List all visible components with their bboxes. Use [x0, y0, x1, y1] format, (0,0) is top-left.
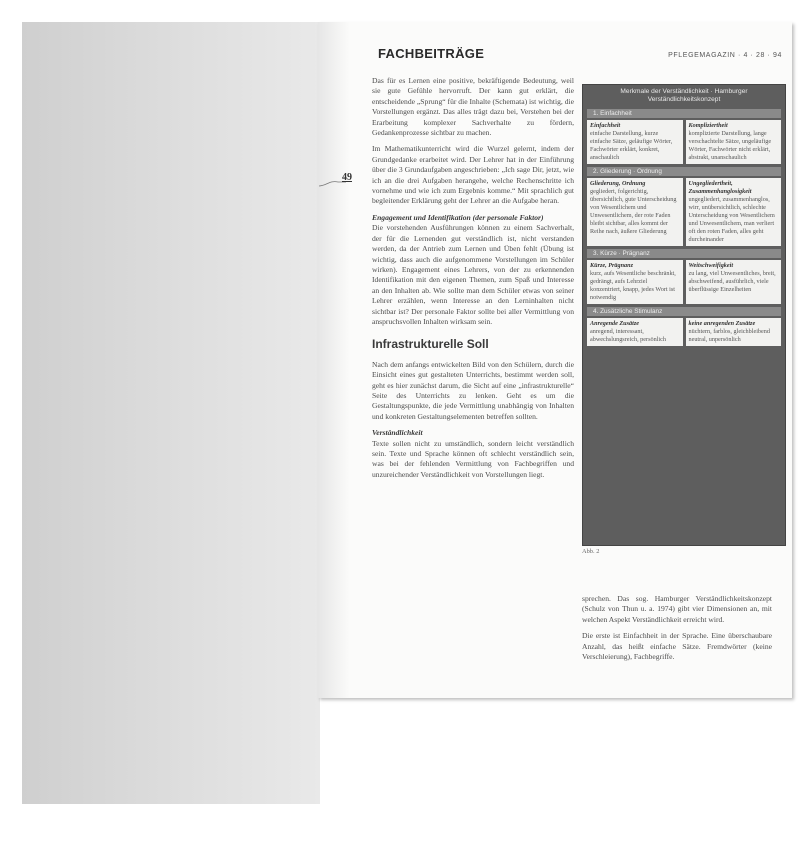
cell-text: ungegliedert, zusammenhanglos, wirr, unübersichtlich, schlechte Unterscheidung von Wesentlichem und Unwesentlichem, man verliert oft den roten Faden, alles geht durcheinander — [688, 196, 775, 243]
paragraph: Die vorstehenden Ausführungen können zu einem Sachverhalt, der für die Lernenden gut verständlich ist, nicht verstanden werden, da der Antrieb zum Lernen und Üben fehlt (Übung ist wichtig, dass auch die aufgenommene Vorstellungen im Schüler wirken). Engagement eines Lehrers, von der zu erkennenden Identifikation mit den eigenen Themen, zum Spaß und Interesse an den Inhalten ab. Wie sollte man dem Schüler etwas von seiner Lehrer erzählen, wenn Interesse an den Lerninhalten nicht sichtbar ist? Der personale Faktor sollte bei aller Vermittlung von anspruchsvollen Inhalten wirksam sein. — [372, 223, 574, 326]
table-cell — [686, 178, 782, 246]
table-row — [587, 178, 781, 246]
cell-text: kurz, aufs Wesentliche beschränkt, gedrängt, aufs Lehrziel konzentriert, knapp, jedes Wort ist notwendig — [590, 270, 676, 301]
paragraph: Texte sollen nicht zu umständlich, sondern leicht verständlich sein. Texte und Sprache können oft schlecht verständlich sein, was bei der fehlenden Vermittlung von Fachbegriffen und unzureichender Verständlichkeit von Vorstellungen liegt. — [372, 438, 574, 479]
cell-heading: Anregende Zusätze — [590, 320, 639, 327]
cell-text: nüchtern, farblos, gleichbleibend neutral, unpersönlich — [688, 328, 770, 343]
table-section-label: 4. Zusätzliche Stimulanz — [587, 307, 781, 316]
margin-number: 49 — [342, 172, 352, 183]
cell-text: einfache Darstellung, kurze einfache Sätze, geläufige Wörter, Fachwörter erklärt, konkret, anschaulich — [590, 130, 673, 161]
right-column — [582, 594, 772, 668]
subheading: Engagement und Identifikation (der personale Faktor) — [372, 212, 544, 222]
table-row — [587, 260, 781, 304]
table-cell — [587, 120, 683, 164]
table-cell — [686, 318, 782, 346]
cell-heading: Einfachheit — [590, 122, 621, 129]
page-fold — [318, 22, 350, 698]
table-row — [587, 120, 781, 164]
cell-heading: Kompliziertheit — [688, 122, 728, 129]
running-header: PFLEGEMAGAZIN · 4 · 28 · 94 — [668, 52, 782, 59]
paragraph: Die erste ist Einfachheit in der Sprache. Eine überschaubare Anzahl, das heißt einfache Sätze. Fremdwörter (keine Verschleierung), Fachbegriffe. — [582, 631, 772, 662]
cell-heading: Gliederung, Ordnung — [590, 180, 646, 187]
figure-caption: Abb. 2 — [582, 548, 600, 555]
paragraph: Nach dem anfangs entwickelten Bild von den Schülern, durch die Einsicht eines gut gestalteten Unterrichts, bestimmt werden soll, geht es hier zunächst darum, die Sicht auf eine „infrastrukturelle“ Seite des Unterrichts zu lenken. Geht es um die Gestaltungspunkte, die jede Vermittlung unabhängig von Inhalten und konkreten Gestaltungselementen betreffen sollten. — [372, 359, 574, 421]
cell-text: komplizierte Darstellung, lange verschachtelte Sätze, ungeläufige Wörter, Fachwörter nicht erklärt, abstrakt, unanschaulich — [688, 130, 772, 161]
table-row — [587, 318, 781, 346]
table-section-label: 2. Gliederung · Ordnung — [587, 167, 781, 176]
cell-heading: Weitschweifigkeit — [688, 262, 734, 269]
cell-text: anregend, interessant, abwechslungsreich, persönlich — [590, 328, 666, 343]
table-section-label: 1. Einfachheit — [587, 109, 781, 118]
section-heading: Infrastrukturelle Soll — [372, 337, 489, 352]
comprehensibility-table — [582, 84, 786, 546]
paragraph: sprechen. Das sog. Hamburger Verständlichkeitskonzept (Schulz von Thun u. a. 1974) gibt vier Dimensionen an, mit welchen Aspekt Verständlichkeit erreicht wird. — [582, 594, 772, 624]
left-page-shadow — [22, 22, 320, 804]
magazine-page — [318, 22, 792, 698]
subheading: Verständlichkeit — [372, 428, 423, 438]
cell-heading: Kürze, Prägnanz — [590, 262, 633, 269]
table-cell — [587, 178, 683, 246]
left-column — [372, 76, 574, 486]
section-title: FACHBEITRÄGE — [378, 46, 485, 61]
cell-text: zu lang, viel Unwesentliches, breit, abschweifend, ausführlich, viele überflüssige Einzelheiten — [688, 270, 776, 293]
table-cell — [587, 318, 683, 346]
table-title: Merkmale der Verständlichkeit · Hamburger Verständlichkeitskonzept — [620, 88, 748, 103]
table-cell — [686, 120, 782, 164]
paragraph: Das für es Lernen eine positive, bekräftigende Bedeutung, weil sie gute Gefühle hervorruft. Der kann gut erklärt, die entscheidende „Sprung“ für die Inhalte (Schemata) ist wichtig, die Vorstellungen ergänzt. Das alles trägt dazu bei, Verstehen bei der Erarbeitung komplexer Sachverhalte zu fördern, Gedankenprozesse sichtbar zu machen. — [372, 76, 574, 138]
table-cell — [686, 260, 782, 304]
table-section-label: 3. Kürze · Prägnanz — [587, 249, 781, 258]
cell-heading: Ungegliedertheit, Zusammenhanglosigkeit — [688, 180, 752, 195]
table-cell — [587, 260, 683, 304]
cell-text: gegliedert, folgerichtig, übersichtlich, gute Unterscheidung von Wesentlichem und Unwesentlichem, der rote Faden bleibt sichtbar, alles kommt der Reihe nach, äußere Gliederung — [590, 188, 677, 235]
cell-heading: keine anregenden Zusätze — [688, 320, 756, 327]
paragraph: Im Mathematikunterricht wird die Wurzel gelernt, indem der Grundgedanke erarbeitet wird. Der Lehrer hat in der Einführung über die 3 Grundaufgaben angeschrieben: „Ich sage Dir, jetzt, wie ich an die drei Aufgaben herangehe, welche Rechenschritte ich vornehme und wie ich zum Ergebnis komme.“ Mit sprachlich gut begleitender Erklärung geht der Lehrer an die Aufgabe heran. — [372, 144, 574, 206]
